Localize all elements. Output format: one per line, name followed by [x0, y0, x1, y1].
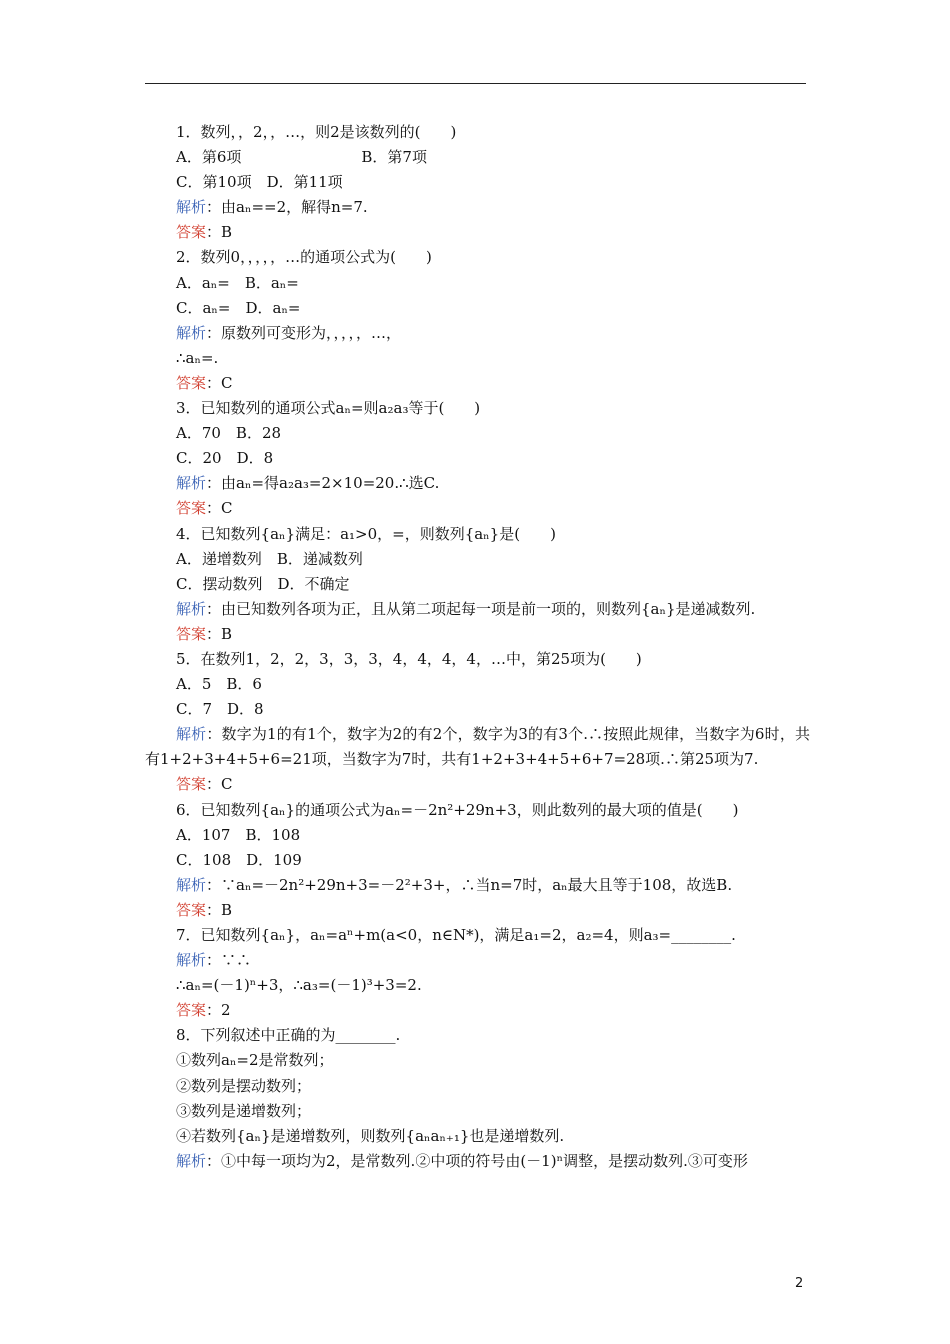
line-text: C．第10项 D．第11项 — [176, 173, 343, 192]
analysis-label: 解析 — [176, 599, 207, 618]
line-text: ：数字为1的有1个，数字为2的有2个，数字为3的有3个.∴按照此规律，当数字为6时，共有1+2+3+4+5+6=21项，当数字为7时，共有1+2+3+4+5+6+7=28项.∴第25项为7. — [145, 725, 810, 769]
line-text: 2．数列0，，，，，…的通项公式为( ) — [176, 248, 432, 267]
analysis-label: 解析 — [176, 474, 207, 493]
analysis-label: 解析 — [176, 198, 207, 217]
text-line — [145, 1124, 810, 1149]
text-line — [145, 421, 810, 446]
line-text: ：C — [206, 499, 233, 518]
line-text: ：B — [206, 223, 233, 242]
answer-label: 答案 — [176, 900, 207, 919]
line-text: ：C — [206, 373, 233, 392]
text-line — [145, 798, 810, 823]
analysis-line — [145, 597, 810, 622]
text-line — [145, 823, 810, 848]
line-text: C．20 D．8 — [176, 449, 274, 468]
answer-label: 答案 — [176, 775, 207, 794]
text-line — [145, 145, 810, 170]
analysis-label: 解析 — [176, 1151, 207, 1170]
line-text: C．aₙ= D．aₙ= — [176, 298, 301, 317]
line-text: A．5 B．6 — [176, 675, 262, 694]
analysis-line — [145, 948, 810, 973]
text-line — [145, 1048, 810, 1073]
text-line — [145, 1099, 810, 1124]
line-text: A．70 B．28 — [176, 424, 282, 443]
answer-label: 答案 — [176, 1001, 207, 1020]
text-line — [145, 120, 810, 145]
answer-label: 答案 — [176, 624, 207, 643]
line-text: 8．下列叙述中正确的为________. — [176, 1026, 401, 1045]
answer-line — [145, 898, 810, 923]
line-text: ：B — [206, 900, 233, 919]
text-line — [145, 346, 810, 371]
line-text: ：由aₙ==2，解得n=7. — [206, 198, 368, 217]
analysis-label: 解析 — [176, 951, 207, 970]
text-line — [145, 697, 810, 722]
line-text: ：①中每一项均为2，是常数列.②中项的符号由(－1)ⁿ调整，是摆动数列.③可变形 — [206, 1151, 748, 1170]
answer-line — [145, 622, 810, 647]
text-line — [145, 271, 810, 296]
page-number: 2 — [795, 1276, 804, 1291]
line-text: ：由aₙ=得a₂a₃=2×10=20.∴选C. — [206, 474, 440, 493]
analysis-line — [145, 1149, 810, 1174]
line-text: A．aₙ= B．aₙ= — [176, 273, 299, 292]
header-rule — [145, 83, 806, 84]
document-body — [145, 120, 810, 1174]
answer-label: 答案 — [176, 373, 207, 392]
line-text: ∴aₙ=(－1)ⁿ+3，∴a₃=(－1)³+3=2. — [176, 976, 422, 995]
analysis-label: 解析 — [176, 725, 207, 744]
text-line — [145, 647, 810, 672]
line-text: 5．在数列1，2，2，3，3，3，4，4，4，4，…中，第25项为( ) — [176, 649, 642, 668]
line-text: A．递增数列 B．递减数列 — [176, 549, 363, 568]
line-text: A．第6项 B．第7项 — [176, 148, 427, 167]
line-text: ②数列是摆动数列； — [176, 1076, 312, 1095]
analysis-line — [145, 873, 810, 898]
analysis-paragraph — [145, 722, 810, 772]
line-text: ④若数列{aₙ}是递增数列，则数列{aₙaₙ₊₁}也是递增数列. — [176, 1126, 565, 1145]
line-text: ：B — [206, 624, 233, 643]
line-text: ：C — [206, 775, 233, 794]
text-line — [145, 1074, 810, 1099]
line-text: 3．已知数列的通项公式aₙ=则a₂a₃等于( ) — [176, 399, 481, 418]
answer-line — [145, 220, 810, 245]
text-line — [145, 672, 810, 697]
line-text: ：∵∴ — [206, 951, 252, 970]
analysis-line — [145, 195, 810, 220]
answer-line — [145, 496, 810, 521]
text-line — [145, 396, 810, 421]
line-text: C．摆动数列 D．不确定 — [176, 574, 350, 593]
line-text: ：原数列可变形为，，，，，…， — [206, 323, 402, 342]
line-text: ①数列aₙ=2是常数列； — [176, 1051, 334, 1070]
line-text: 7．已知数列{aₙ}，aₙ=aⁿ+m(a<0，n∈N*)，满足a₁=2，a₂=4，则a₃=________. — [176, 926, 736, 944]
answer-label: 答案 — [176, 499, 207, 518]
answer-line — [145, 772, 810, 797]
line-text: ：2 — [206, 1001, 231, 1020]
text-line — [145, 923, 810, 948]
analysis-line — [145, 321, 810, 346]
line-text: ：由已知数列各项为正，且从第二项起每一项是前一项的，则数列{aₙ}是递减数列. — [206, 599, 756, 618]
line-text: ∴aₙ=. — [176, 348, 219, 367]
line-text: ③数列是递增数列； — [176, 1101, 312, 1120]
analysis-label: 解析 — [176, 875, 207, 894]
line-text: 4．已知数列{aₙ}满足：a₁>0，=，则数列{aₙ}是( ) — [176, 524, 556, 543]
line-text: C．7 D．8 — [176, 700, 264, 719]
line-text: 1．数列，，2，，…，则2是该数列的( ) — [176, 123, 457, 141]
text-line — [145, 1023, 810, 1048]
text-line — [145, 245, 810, 270]
line-text: ：∵aₙ=－2n²+29n+3=－2²+3+，∴当n=7时，aₙ最大且等于108，故选B. — [206, 875, 733, 894]
text-line — [145, 973, 810, 998]
line-text: C．108 D．109 — [176, 850, 302, 869]
answer-line — [145, 998, 810, 1023]
line-text: A．107 B．108 — [176, 825, 301, 844]
text-line — [145, 446, 810, 471]
analysis-line — [145, 471, 810, 496]
text-line — [145, 170, 810, 195]
text-line — [145, 572, 810, 597]
line-text: 6．已知数列{aₙ}的通项公式为aₙ=－2n²+29n+3，则此数列的最大项的值是( ) — [176, 800, 739, 819]
text-line — [145, 522, 810, 547]
answer-label: 答案 — [176, 223, 207, 242]
text-line — [145, 296, 810, 321]
analysis-label: 解析 — [176, 323, 207, 342]
text-line — [145, 547, 810, 572]
answer-line — [145, 371, 810, 396]
text-line — [145, 848, 810, 873]
